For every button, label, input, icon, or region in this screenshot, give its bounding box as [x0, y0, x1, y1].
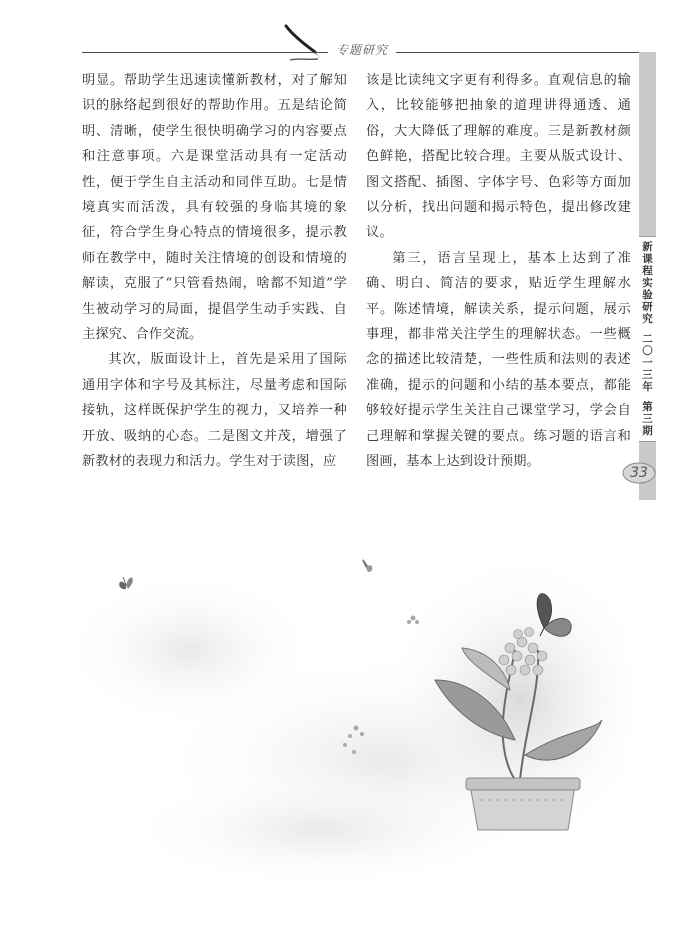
paragraph: 其次，版面设计上，首先是采用了国际通用字体和字号及其标注，尽量考虑和国际接轨，这样既保护学生的视力，又培养一种开放、吸纳的心态。二是图文并茂，增强了新教材的表现力和活力。学生对于读图，应 [82, 352, 347, 470]
year-char: 〇 [642, 345, 653, 357]
year-char: 年 [642, 381, 653, 393]
journal-name-char: 究 [642, 313, 653, 325]
page-number: 33 [630, 465, 648, 481]
right-column [366, 68, 631, 475]
journal-name-char: 研 [642, 301, 653, 313]
pen-nib-icon [282, 22, 324, 64]
separator [639, 393, 656, 401]
paragraph: 明显。帮助学生迅速读懂新教材，对了解知识的脉络起到很好的帮助作用。五是结论简明、清晰，使学生很快明确学习的内容要点和注意事项。六是课堂活动具有一定活动性，便于学生自主活动和同伴互助。七是情境真实而活泼，具有较强的身临其境的象征，符合学生身心特点的情境很多，提示教师在教学中，随时关注情境的创设和情境的解读，克服了“只管看热闹，啥都不知道”学生被动学习的局面，提倡学生动手实践、自主探究、合作交流。 [82, 73, 347, 343]
issue-char: 三 [642, 413, 653, 425]
left-column [82, 68, 347, 475]
year-char: 三 [642, 369, 653, 381]
section-title: 专题研究 [328, 41, 396, 58]
issue-char: 期 [642, 425, 653, 437]
journal-name-char: 程 [642, 265, 653, 277]
journal-name-char: 验 [642, 289, 653, 301]
issue-char: 第 [642, 401, 653, 413]
journal-name-char: 课 [642, 253, 653, 265]
year-char: 二 [642, 333, 653, 345]
journal-side-label [639, 236, 656, 442]
year-char: 一 [642, 357, 653, 369]
journal-name-char: 新 [642, 241, 653, 253]
paragraph: 该是比读纯文字更有利得多。直观信息的输入，比较能够把抽象的道理讲得通透、通俗，大大降低了理解的难度。三是新教材颜色鲜艳，搭配比较合理。主要从版式设计、图文搭配、插图、字体字号、色彩等方面加以分析，找出问题和揭示特色，提出修改建议。 [366, 73, 631, 241]
decorative-illustration [70, 530, 630, 880]
separator [639, 325, 656, 333]
paragraph: 第三，语言呈现上，基本上达到了准确、明白、简洁的要求，贴近学生理解水平。陈述情境，解读关系，提示问题，展示事理，都非常关注学生的理解状态。一些概念的描述比较清楚，一些性质和法则的表述准确，提示的问题和小结的基本要点，都能够较好提示学生关注自己课堂学习，学会自己理解和掌握关键的要点。练习题的语言和图画，基本上达到设计预期。 [366, 250, 631, 470]
journal-name-char: 实 [642, 277, 653, 289]
butterfly-icon [362, 559, 372, 572]
